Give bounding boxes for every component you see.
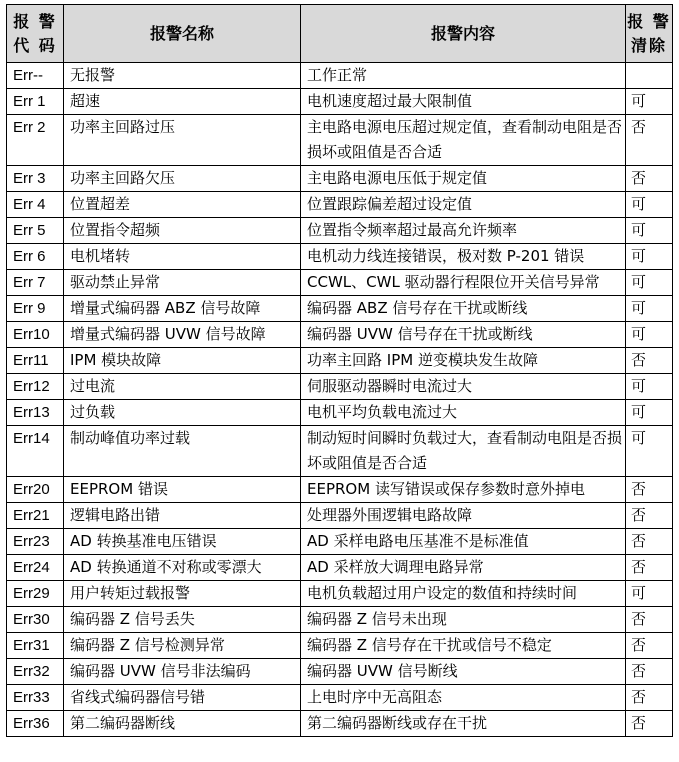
alarm-content-cell: 伺服驱动器瞬时电流过大 [301, 374, 626, 400]
table-row [7, 581, 673, 607]
alarm-code-cell: Err 7 [7, 270, 64, 296]
alarm-content-cell: 处理器外围逻辑电路故障 [301, 503, 626, 529]
alarm-name-cell: AD 转换基准电压错误 [64, 529, 301, 555]
alarm-content-cell: 电机动力线连接错误，极对数 P-201 错误 [301, 244, 626, 270]
alarm-code-cell: Err14 [7, 426, 64, 477]
alarm-clear-cell: 否 [626, 348, 673, 374]
alarm-content-cell: 编码器 ABZ 信号存在干扰或断线 [301, 296, 626, 322]
table-row [7, 218, 673, 244]
alarm-name-cell: AD 转换通道不对称或零漂大 [64, 555, 301, 581]
table-row [7, 426, 673, 477]
alarm-name-cell: 过电流 [64, 374, 301, 400]
alarm-clear-cell: 可 [626, 270, 673, 296]
header-alarm-content: 报警内容 [301, 5, 626, 63]
alarm-code-cell: Err 9 [7, 296, 64, 322]
alarm-code-cell: Err30 [7, 607, 64, 633]
header-clear-line1: 报 警 [627, 11, 671, 31]
alarm-code-cell: Err11 [7, 348, 64, 374]
alarm-name-cell: IPM 模块故障 [64, 348, 301, 374]
table-row [7, 244, 673, 270]
alarm-code-cell: Err 5 [7, 218, 64, 244]
alarm-content-cell: 编码器 Z 信号未出现 [301, 607, 626, 633]
alarm-clear-cell: 否 [626, 477, 673, 503]
alarm-name-cell: 过负载 [64, 400, 301, 426]
alarm-name-cell: 第二编码器断线 [64, 711, 301, 737]
table-row [7, 685, 673, 711]
alarm-clear-cell: 可 [626, 426, 673, 477]
alarm-code-cell: Err32 [7, 659, 64, 685]
alarm-code-cell: Err24 [7, 555, 64, 581]
alarm-name-cell: EEPROM 错误 [64, 477, 301, 503]
alarm-content-cell: 电机平均负载电流过大 [301, 400, 626, 426]
table-header-row [7, 5, 673, 63]
table-row [7, 89, 673, 115]
alarm-content-cell: 编码器 UVW 信号断线 [301, 659, 626, 685]
alarm-content-cell: 编码器 UVW 信号存在干扰或断线 [301, 322, 626, 348]
alarm-name-cell: 位置超差 [64, 192, 301, 218]
alarm-code-cell: Err 2 [7, 115, 64, 166]
alarm-code-cell: Err31 [7, 633, 64, 659]
alarm-clear-cell: 否 [626, 659, 673, 685]
alarm-code-cell: Err21 [7, 503, 64, 529]
header-code-line1: 报 警 [13, 11, 57, 31]
table-row [7, 63, 673, 89]
table-row [7, 348, 673, 374]
alarm-code-cell: Err23 [7, 529, 64, 555]
alarm-clear-cell: 否 [626, 607, 673, 633]
alarm-content-cell: 主电路电源电压超过规定值，查看制动电阻是否损坏或阻值是否合适 [301, 115, 626, 166]
alarm-name-cell: 功率主回路欠压 [64, 166, 301, 192]
alarm-code-cell: Err-- [7, 63, 64, 89]
alarm-name-cell: 省线式编码器信号错 [64, 685, 301, 711]
alarm-clear-cell: 否 [626, 166, 673, 192]
alarm-name-cell: 增量式编码器 UVW 信号故障 [64, 322, 301, 348]
alarm-clear-cell: 可 [626, 296, 673, 322]
alarm-table-body [7, 63, 673, 737]
alarm-code-cell: Err 4 [7, 192, 64, 218]
alarm-clear-cell: 否 [626, 685, 673, 711]
alarm-clear-cell: 可 [626, 374, 673, 400]
alarm-name-cell: 用户转矩过载报警 [64, 581, 301, 607]
alarm-content-cell: 第二编码器断线或存在干扰 [301, 711, 626, 737]
alarm-code-cell: Err36 [7, 711, 64, 737]
alarm-code-cell: Err 1 [7, 89, 64, 115]
alarm-content-cell: 工作正常 [301, 63, 626, 89]
alarm-clear-cell: 否 [626, 115, 673, 166]
alarm-name-cell: 逻辑电路出错 [64, 503, 301, 529]
header-alarm-name: 报警名称 [64, 5, 301, 63]
table-row [7, 659, 673, 685]
alarm-name-cell: 编码器 Z 信号检测异常 [64, 633, 301, 659]
alarm-clear-cell: 否 [626, 633, 673, 659]
table-row [7, 374, 673, 400]
table-row [7, 477, 673, 503]
table-row [7, 400, 673, 426]
alarm-content-cell: 位置指令频率超过最高允许频率 [301, 218, 626, 244]
alarm-code-cell: Err10 [7, 322, 64, 348]
alarm-content-cell: 上电时序中无高阻态 [301, 685, 626, 711]
alarm-clear-cell: 否 [626, 529, 673, 555]
alarm-code-cell: Err 6 [7, 244, 64, 270]
alarm-code-cell: Err13 [7, 400, 64, 426]
table-row [7, 555, 673, 581]
header-alarm-clear [626, 5, 673, 63]
alarm-name-cell: 功率主回路过压 [64, 115, 301, 166]
alarm-name-cell: 无报警 [64, 63, 301, 89]
alarm-content-cell: CCWL、CWL 驱动器行程限位开关信号异常 [301, 270, 626, 296]
table-row [7, 529, 673, 555]
table-row [7, 166, 673, 192]
alarm-code-table [6, 4, 673, 737]
alarm-content-cell: 编码器 Z 信号存在干扰或信号不稳定 [301, 633, 626, 659]
alarm-clear-cell: 可 [626, 89, 673, 115]
alarm-clear-cell: 可 [626, 581, 673, 607]
alarm-name-cell: 电机堵转 [64, 244, 301, 270]
alarm-clear-cell: 否 [626, 503, 673, 529]
alarm-name-cell: 制动峰值功率过载 [64, 426, 301, 477]
alarm-content-cell: 电机负载超过用户设定的数值和持续时间 [301, 581, 626, 607]
table-row [7, 711, 673, 737]
table-row [7, 503, 673, 529]
alarm-code-cell: Err29 [7, 581, 64, 607]
alarm-content-cell: 位置跟踪偏差超过设定值 [301, 192, 626, 218]
alarm-code-cell: Err33 [7, 685, 64, 711]
alarm-clear-cell: 可 [626, 400, 673, 426]
alarm-content-cell: 主电路电源电压低于规定值 [301, 166, 626, 192]
alarm-name-cell: 位置指令超频 [64, 218, 301, 244]
alarm-clear-cell: 否 [626, 711, 673, 737]
alarm-clear-cell: 可 [626, 218, 673, 244]
header-clear-line2: 清除 [630, 35, 667, 55]
table-row [7, 633, 673, 659]
alarm-name-cell: 编码器 UVW 信号非法编码 [64, 659, 301, 685]
alarm-content-cell: 制动短时间瞬时负载过大，查看制动电阻是否损坏或阻值是否合适 [301, 426, 626, 477]
alarm-name-cell: 驱动禁止异常 [64, 270, 301, 296]
alarm-clear-cell: 可 [626, 192, 673, 218]
alarm-clear-cell: 可 [626, 244, 673, 270]
table-row [7, 115, 673, 166]
alarm-name-cell: 超速 [64, 89, 301, 115]
alarm-clear-cell [626, 63, 673, 89]
table-row [7, 607, 673, 633]
alarm-content-cell: AD 采样放大调理电路异常 [301, 555, 626, 581]
table-row [7, 322, 673, 348]
alarm-clear-cell: 否 [626, 555, 673, 581]
alarm-code-cell: Err20 [7, 477, 64, 503]
table-row [7, 296, 673, 322]
header-code-line2: 代 码 [13, 35, 57, 55]
alarm-code-cell: Err 3 [7, 166, 64, 192]
alarm-content-cell: 功率主回路 IPM 逆变模块发生故障 [301, 348, 626, 374]
table-row [7, 192, 673, 218]
alarm-code-cell: Err12 [7, 374, 64, 400]
alarm-content-cell: 电机速度超过最大限制值 [301, 89, 626, 115]
table-row [7, 270, 673, 296]
header-alarm-code [7, 5, 64, 63]
alarm-content-cell: EEPROM 读写错误或保存参数时意外掉电 [301, 477, 626, 503]
alarm-clear-cell: 可 [626, 322, 673, 348]
alarm-name-cell: 编码器 Z 信号丢失 [64, 607, 301, 633]
alarm-content-cell: AD 采样电路电压基准不是标准值 [301, 529, 626, 555]
alarm-name-cell: 增量式编码器 ABZ 信号故障 [64, 296, 301, 322]
